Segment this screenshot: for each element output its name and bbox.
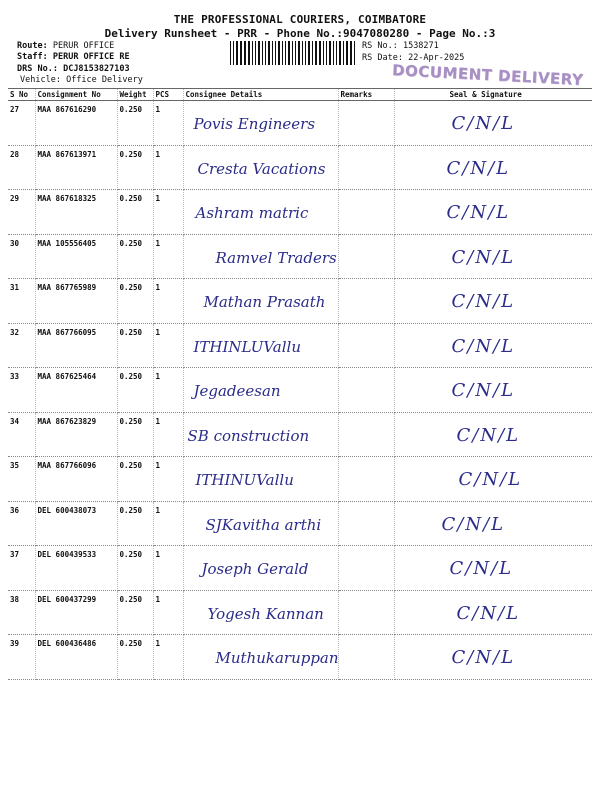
handwritten-consignee: Yogesh Kannan [207, 604, 324, 623]
cell-pcs: 1 [153, 101, 183, 146]
runsheet-table [8, 88, 592, 680]
cell-weight: 0.250 [117, 145, 153, 190]
cell-signature [394, 590, 592, 635]
cell-signature [394, 101, 592, 146]
table-row [8, 190, 592, 235]
cell-remarks [338, 323, 394, 368]
cell-sno: 34 [8, 412, 35, 457]
handwritten-consignee: Cresta Vacations [197, 159, 326, 178]
cell-remarks [338, 457, 394, 502]
col-header-consignment: Consignment No [35, 89, 117, 101]
handwritten-signature: C/N/L [451, 113, 516, 134]
cell-remarks [338, 412, 394, 457]
cell-signature [394, 234, 592, 279]
cell-weight: 0.250 [117, 101, 153, 146]
cell-weight: 0.250 [117, 546, 153, 591]
cell-consignee [183, 546, 338, 591]
cell-consignment-no: DEL 600436486 [35, 635, 117, 680]
rs-date-label: RS Date: [362, 53, 403, 63]
cell-remarks [338, 279, 394, 324]
staff-value: PERUR OFFICE RE [52, 52, 130, 62]
cell-signature [394, 546, 592, 591]
cell-weight: 0.250 [117, 590, 153, 635]
cell-weight: 0.250 [117, 412, 153, 457]
runsheet-subtitle: Delivery Runsheet - PRR - Phone No.:9047080280 - Page No.:3 [104, 27, 496, 40]
cell-consignee [183, 190, 338, 235]
cell-consignee [183, 101, 338, 146]
table-row [8, 368, 592, 413]
barcode [230, 41, 356, 65]
cell-pcs: 1 [153, 546, 183, 591]
cell-signature [394, 635, 592, 680]
rs-date-value: 22-Apr-2025 [408, 53, 465, 63]
cell-consignment-no: MAA 867766096 [35, 457, 117, 502]
cell-consignment-no: DEL 600438073 [35, 501, 117, 546]
col-header-weight: Weight [117, 89, 153, 101]
cell-consignment-no: MAA 867766095 [35, 323, 117, 368]
cell-signature [394, 501, 592, 546]
cell-consignee [183, 145, 338, 190]
cell-signature [394, 279, 592, 324]
cell-consignment-no: MAA 867625464 [35, 368, 117, 413]
table-row [8, 145, 592, 190]
col-header-remarks: Remarks [338, 89, 394, 101]
handwritten-signature: C/N/L [451, 380, 516, 401]
handwritten-consignee: Povis Engineers [193, 115, 316, 133]
cell-remarks [338, 101, 394, 146]
rs-no-label: RS No.: [362, 41, 398, 51]
handwritten-signature: C/N/L [451, 647, 516, 668]
cell-consignment-no: MAA 105556405 [35, 234, 117, 279]
handwritten-consignee: Jegadeesan [193, 382, 281, 400]
handwritten-signature: C/N/L [441, 513, 506, 535]
cell-pcs: 1 [153, 323, 183, 368]
cell-signature [394, 145, 592, 190]
cell-remarks [338, 145, 394, 190]
drs-line [17, 64, 130, 74]
cell-sno: 30 [8, 234, 35, 279]
handwritten-consignee: SB construction [187, 426, 310, 445]
vehicle-line [20, 75, 143, 85]
drs-label: DRS No.: [17, 64, 58, 74]
cell-consignee [183, 501, 338, 546]
handwritten-signature: C/N/L [456, 424, 521, 446]
cell-pcs: 1 [153, 145, 183, 190]
cell-remarks [338, 590, 394, 635]
company-title: THE PROFESSIONAL COURIERS, COIMBATORE [173, 13, 427, 26]
handwritten-consignee: Ashram matric [195, 204, 309, 222]
table-row [8, 635, 592, 680]
cell-pcs: 1 [153, 635, 183, 680]
cell-pcs: 1 [153, 190, 183, 235]
rs-no-value: 1538271 [402, 41, 439, 51]
handwritten-signature: C/N/L [456, 602, 521, 624]
cell-pcs: 1 [153, 412, 183, 457]
cell-signature [394, 323, 592, 368]
cell-sno: 38 [8, 590, 35, 635]
table-row [8, 457, 592, 502]
rs-no-line [362, 41, 439, 51]
cell-weight: 0.250 [117, 323, 153, 368]
cell-pcs: 1 [153, 234, 183, 279]
cell-weight: 0.250 [117, 279, 153, 324]
document-delivery-stamp: DOCUMENT DELIVERY [391, 61, 584, 89]
cell-remarks [338, 501, 394, 546]
col-header-seal-signature: Seal & Signature [394, 89, 592, 101]
table-row [8, 279, 592, 324]
handwritten-signature: C/N/L [458, 469, 523, 490]
cell-weight: 0.250 [117, 190, 153, 235]
cell-weight: 0.250 [117, 234, 153, 279]
table-row [8, 412, 592, 457]
cell-sno: 37 [8, 546, 35, 591]
cell-signature [394, 412, 592, 457]
table-row [8, 234, 592, 279]
handwritten-consignee: Ramvel Traders [215, 248, 337, 267]
handwritten-signature: C/N/L [446, 202, 511, 223]
cell-consignment-no: MAA 867613971 [35, 145, 117, 190]
cell-sno: 36 [8, 501, 35, 546]
cell-consignment-no: DEL 600437299 [35, 590, 117, 635]
route-line [17, 41, 114, 51]
handwritten-signature: C/N/L [446, 157, 511, 179]
cell-remarks [338, 635, 394, 680]
cell-sno: 33 [8, 368, 35, 413]
cell-consignment-no: MAA 867765989 [35, 279, 117, 324]
cell-consignment-no: DEL 600439533 [35, 546, 117, 591]
table-row [8, 546, 592, 591]
col-header-consignee: Consignee Details [183, 89, 338, 101]
cell-remarks [338, 234, 394, 279]
col-header-pcs: PCS [153, 89, 183, 101]
cell-consignee [183, 412, 338, 457]
cell-consignment-no: MAA 867623829 [35, 412, 117, 457]
table-header-row [8, 89, 592, 101]
route-value: PERUR OFFICE [52, 41, 115, 51]
vehicle-value: Office Delivery [66, 75, 143, 85]
cell-consignee [183, 457, 338, 502]
cell-weight: 0.250 [117, 457, 153, 502]
cell-signature [394, 457, 592, 502]
table-row [8, 501, 592, 546]
cell-consignment-no: MAA 867616290 [35, 101, 117, 146]
cell-consignee [183, 234, 338, 279]
cell-sno: 32 [8, 323, 35, 368]
handwritten-consignee: Mathan Prasath [203, 293, 326, 311]
cell-consignee [183, 635, 338, 680]
handwritten-consignee: Joseph Gerald [201, 560, 309, 578]
cell-remarks [338, 190, 394, 235]
route-label: Route: [17, 41, 48, 51]
handwritten-signature: C/N/L [451, 291, 516, 312]
table-row [8, 101, 592, 146]
table-row [8, 590, 592, 635]
cell-pcs: 1 [153, 279, 183, 324]
cell-sno: 31 [8, 279, 35, 324]
cell-sno: 27 [8, 101, 35, 146]
cell-sno: 29 [8, 190, 35, 235]
table-row [8, 323, 592, 368]
handwritten-signature: C/N/L [451, 335, 516, 357]
cell-consignee [183, 323, 338, 368]
col-header-sno: S No [8, 89, 35, 101]
cell-consignee [183, 368, 338, 413]
handwritten-consignee: ITHINUVallu [195, 471, 294, 489]
staff-line [17, 52, 130, 62]
handwritten-signature: C/N/L [451, 246, 516, 268]
cell-remarks [338, 546, 394, 591]
staff-label: Staff: [17, 52, 48, 62]
cell-weight: 0.250 [117, 501, 153, 546]
cell-sno: 39 [8, 635, 35, 680]
drs-value: DCJ8153827103 [63, 64, 130, 74]
cell-pcs: 1 [153, 590, 183, 635]
cell-consignee [183, 279, 338, 324]
cell-pcs: 1 [153, 457, 183, 502]
cell-pcs: 1 [153, 368, 183, 413]
cell-weight: 0.250 [117, 368, 153, 413]
cell-sno: 28 [8, 145, 35, 190]
handwritten-signature: C/N/L [449, 558, 514, 579]
cell-pcs: 1 [153, 501, 183, 546]
cell-signature [394, 190, 592, 235]
handwritten-consignee: ITHINLUVallu [193, 337, 301, 356]
cell-consignment-no: MAA 867618325 [35, 190, 117, 235]
handwritten-consignee: SJKavitha arthi [205, 515, 322, 534]
handwritten-consignee: Muthukaruppan [215, 649, 339, 667]
cell-remarks [338, 368, 394, 413]
cell-consignee [183, 590, 338, 635]
cell-signature [394, 368, 592, 413]
cell-sno: 35 [8, 457, 35, 502]
vehicle-label: Vehicle: [20, 75, 61, 85]
cell-weight: 0.250 [117, 635, 153, 680]
